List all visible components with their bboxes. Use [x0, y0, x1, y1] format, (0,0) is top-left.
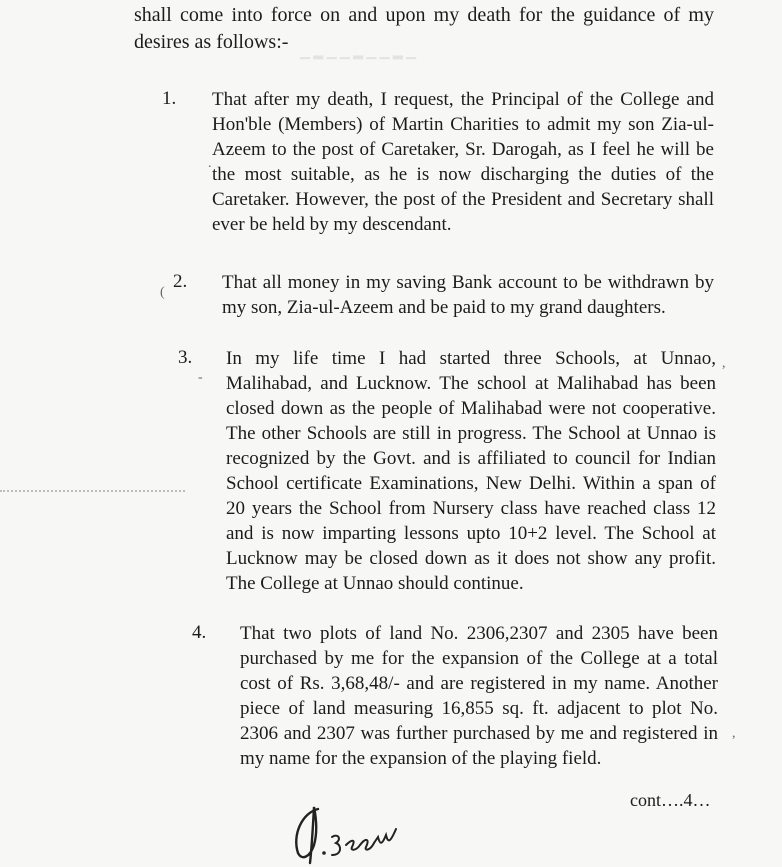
item-paragraph: That all money in my saving Bank account to be withdrawn by my son, Zia-ul-Azeem and be paid to my grand daughters. — [222, 272, 714, 318]
item-paragraph: That after my death, I request, the Principal of the College and Hon'ble (Members) of Martin Charities to admit my son Zia-ul-Azeem to the post of Caretaker, Sr. Darogah, as I feel he will be the most suitable, as he is now discharging the duties of the Caretaker. However, the post of the President and Secretary shall ever be held by my descendant. — [212, 89, 714, 235]
margin-mark: . — [208, 156, 212, 171]
margin-mark: , — [722, 356, 726, 371]
item-number: 1. — [162, 88, 177, 109]
margin-mark: ( — [160, 285, 165, 300]
item-number: 2. — [173, 271, 188, 292]
show-through-texture: ▁ ▂ ▁ ▁ ▂ ▁ ▁ ▂ ▁ — [300, 44, 416, 59]
item-paragraph: That two plots of land No. 2306,2307 and 2305 have been purchased by me for the expansion of the College at a total cost of Rs. 3,68,48/- and are registered in my name. Another piece of land measuring 16,855 sq. ft. adjacent to plot No. 2306 and 2307 was further purchased by me and registered in my name for the expansion of the playing field. — [240, 623, 718, 769]
item-number: 3. — [178, 347, 193, 368]
continuation-marker: cont….4… — [630, 790, 711, 810]
margin-dotted-line — [0, 490, 185, 492]
item-paragraph: In my life time I had started three Schools, at Unnao, Malihabad, and Lucknow. The school at Malihabad has been closed down as the people of Malihabad were not cooperative. The other Schools are still in progress. The School at Unnao is recognized by the Govt. and is affiliated to council for Indian School certificate Examinations, New Delhi. Within a span of 20 years the School from Nursery class have reached class 12 and is now imparting lessons upto 10+2 level. The School at Lucknow may be closed down as it does not show any profit. The College at Unnao should continue. — [226, 348, 716, 594]
item-number: 4. — [192, 622, 207, 643]
handwritten-signature — [280, 795, 420, 867]
margin-mark: , — [732, 726, 736, 741]
margin-mark: - — [198, 370, 203, 385]
intro-paragraph: shall come into force on and upon my death for the guidance of my desires as follows:- — [134, 4, 714, 53]
